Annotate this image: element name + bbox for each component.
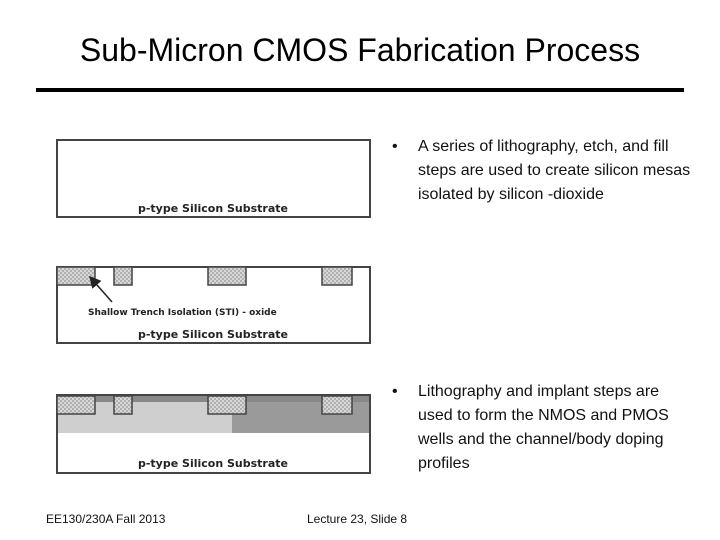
sti-oxide-region — [322, 396, 352, 414]
substrate-label: p-type Silicon Substrate — [137, 328, 289, 341]
bullet-dot: • — [392, 383, 398, 400]
sti-oxide-region — [322, 267, 352, 285]
sti-oxide-region — [114, 267, 132, 285]
sti-oxide-region — [57, 267, 95, 285]
bullet-text: A series of lithography, etch, and fill steps are used to create silicon mesas isolated by silicon -dioxide — [418, 138, 691, 203]
cross-section-step-3 — [57, 395, 370, 473]
cross-section-step-1 — [57, 140, 370, 217]
bullet-item — [392, 380, 692, 476]
cross-section-step-2 — [57, 267, 370, 343]
bullet-text: Lithography and implant steps are used to form the NMOS and PMOS wells and the channel/body doping profiles — [418, 383, 669, 472]
sti-oxide-region — [208, 396, 246, 414]
sti-oxide-region — [208, 267, 246, 285]
substrate-label: p-type Silicon Substrate — [137, 457, 289, 470]
slide-title: Sub-Micron CMOS Fabrication Process — [79, 32, 641, 68]
bullet-item — [392, 135, 692, 207]
title-underline — [36, 88, 684, 92]
sti-oxide-region — [57, 396, 95, 414]
sti-oxide-region — [114, 396, 132, 414]
bullet-dot: • — [392, 138, 398, 155]
footer-course: EE130/230A Fall 2013 — [46, 512, 166, 526]
process-cross-section-figure — [50, 130, 380, 490]
substrate-label: p-type Silicon Substrate — [137, 202, 289, 215]
footer-slide-number: Lecture 23, Slide 8 — [307, 512, 408, 526]
sti-label: Shallow Trench Isolation (STI) - oxide — [88, 308, 277, 318]
